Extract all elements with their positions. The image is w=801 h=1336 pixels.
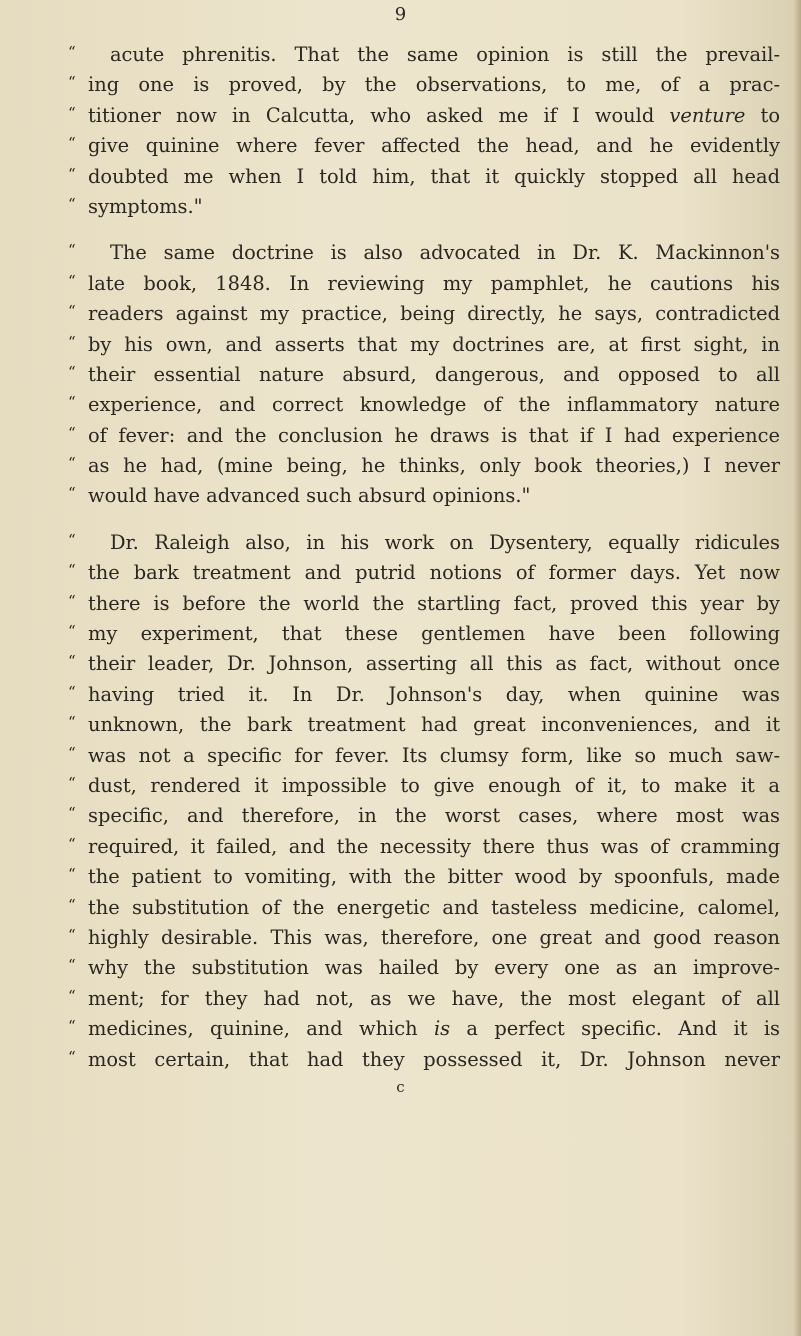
line-text: ing one is proved, by the observations, to me, of a prac- (88, 73, 780, 97)
line-text: experience, and correct knowledge of the inflammatory nature (88, 393, 780, 417)
text-line (68, 421, 780, 451)
text-line (68, 269, 780, 299)
line-text: titioner now in Calcutta, who asked me if I would venture to (88, 103, 780, 127)
line-text: dust, rendered it impossible to give enough of it, to make it a (88, 773, 780, 797)
text-line (68, 741, 780, 771)
running-quote-mark: “ (68, 43, 76, 61)
running-quote-mark: “ (68, 1047, 76, 1066)
text-line (68, 330, 780, 360)
line-text: my experiment, that these gentlemen have been following (88, 622, 780, 646)
running-quote-mark: “ (68, 865, 76, 884)
text-line (68, 710, 780, 740)
running-quote-mark: “ (68, 561, 76, 580)
text-line (68, 192, 780, 222)
text-line (68, 1045, 780, 1075)
running-quote-mark: “ (68, 804, 76, 823)
line-text: give quinine where fever affected the head, and he evidently (88, 134, 780, 158)
line-text: medicines, quinine, and which is a perfect specific. And it is (88, 1017, 780, 1041)
line-text: would have advanced such absurd opinions." (88, 484, 531, 508)
running-quote-mark: “ (68, 362, 76, 381)
text-line (68, 238, 780, 268)
text-line (68, 680, 780, 710)
running-quote-mark: “ (68, 423, 76, 442)
running-quote-mark: “ (68, 271, 76, 290)
line-text: the patient to vomiting, with the bitter wood by spoonfuls, made (88, 865, 780, 889)
line-text: specific, and therefore, in the worst cases, where most was (88, 804, 780, 828)
text-line (68, 451, 780, 481)
running-quote-mark: “ (68, 73, 76, 92)
paragraph (68, 40, 780, 222)
running-quote-mark: “ (68, 773, 76, 792)
running-quote-mark: “ (68, 332, 76, 351)
running-quote-mark: “ (68, 713, 76, 732)
text-line (68, 528, 780, 558)
signature-mark: c (396, 1078, 405, 1096)
text-line (68, 70, 780, 100)
text-line (68, 481, 780, 511)
running-quote-mark: “ (68, 103, 76, 122)
line-text: most certain, that had they possessed it, Dr. Johnson never (88, 1047, 780, 1071)
text-line (68, 299, 780, 329)
text-line (68, 360, 780, 390)
text-line (68, 771, 780, 801)
text-line (68, 101, 780, 131)
running-quote-mark: “ (68, 986, 76, 1005)
text-line (68, 893, 780, 923)
text-line (68, 589, 780, 619)
line-text: required, it failed, and the necessity there thus was of cramming (88, 834, 780, 858)
paragraph (68, 528, 780, 1075)
running-quote-mark: “ (68, 164, 76, 183)
running-quote-mark: “ (68, 302, 76, 321)
line-text: ment; for they had not, as we have, the most elegant of all (88, 986, 780, 1010)
running-quote-mark: “ (68, 591, 76, 610)
line-text: by his own, and asserts that my doctrines are, at first sight, in (88, 332, 780, 356)
line-text: why the substitution was hailed by every one as an improve- (88, 956, 780, 980)
line-text: having tried it. In Dr. Johnson's day, when quinine was (88, 682, 780, 706)
text-line (68, 832, 780, 862)
line-text: of fever: and the conclusion he draws is that if I had experience (88, 423, 780, 447)
running-quote-mark: “ (68, 530, 76, 549)
line-text: the substitution of the energetic and tasteless medicine, calomel, (88, 895, 780, 919)
text-line (68, 1014, 780, 1044)
text-line (68, 390, 780, 420)
text-line (68, 649, 780, 679)
paragraph (68, 238, 780, 512)
running-quote-mark: “ (68, 895, 76, 914)
line-text: symptoms." (88, 194, 203, 218)
running-quote-mark: “ (68, 622, 76, 641)
line-text: their leader, Dr. Johnson, asserting all this as fact, without once (88, 652, 780, 676)
running-quote-mark: “ (68, 652, 76, 671)
running-quote-mark: “ (68, 956, 76, 975)
page-number: 9 (394, 4, 407, 25)
text-line (68, 953, 780, 983)
running-quote-mark: “ (68, 241, 76, 260)
text-line (68, 862, 780, 892)
running-quote-mark: “ (68, 393, 76, 412)
running-quote-mark: “ (68, 743, 76, 762)
running-quote-mark: “ (68, 834, 76, 853)
text-line (68, 801, 780, 831)
text-line (68, 40, 780, 70)
running-quote-mark: “ (68, 925, 76, 944)
running-quote-mark: “ (68, 1017, 76, 1036)
text-line (68, 619, 780, 649)
body-text (68, 40, 780, 1075)
running-quote-mark: “ (68, 134, 76, 153)
line-text: their essential nature absurd, dangerous, and opposed to all (88, 362, 780, 386)
running-quote-mark: “ (68, 194, 76, 213)
line-text: doubted me when I told him, that it quickly stopped all head (88, 164, 780, 188)
text-line (68, 558, 780, 588)
page-edge-shadow (793, 0, 801, 1336)
line-text: was not a specific for fever. Its clumsy form, like so much saw- (88, 743, 780, 767)
line-text: unknown, the bark treatment had great inconveniences, and it (88, 713, 780, 737)
line-text: highly desirable. This was, therefore, one great and good reason (88, 925, 780, 949)
line-text: the bark treatment and putrid notions of former days. Yet now (88, 561, 780, 585)
text-line (68, 923, 780, 953)
text-line (68, 162, 780, 192)
running-quote-mark: “ (68, 454, 76, 473)
line-text: as he had, (mine being, he thinks, only book theories,) I never (88, 454, 780, 478)
line-text: Dr. Raleigh also, in his work on Dysentery, equally ridicules (110, 530, 780, 554)
line-text: readers against my practice, being directly, he says, contradicted (88, 302, 780, 326)
line-text: there is before the world the startling fact, proved this year by (88, 591, 780, 615)
running-quote-mark: “ (68, 484, 76, 503)
running-quote-mark: “ (68, 682, 76, 701)
text-line (68, 984, 780, 1014)
line-text: The same doctrine is also advocated in Dr. K. Mackinnon's (110, 241, 780, 265)
text-line (68, 131, 780, 161)
line-text: late book, 1848. In reviewing my pamphlet, he cautions his (88, 271, 780, 295)
line-text: acute phrenitis. That the same opinion is still the prevail- (110, 43, 780, 66)
